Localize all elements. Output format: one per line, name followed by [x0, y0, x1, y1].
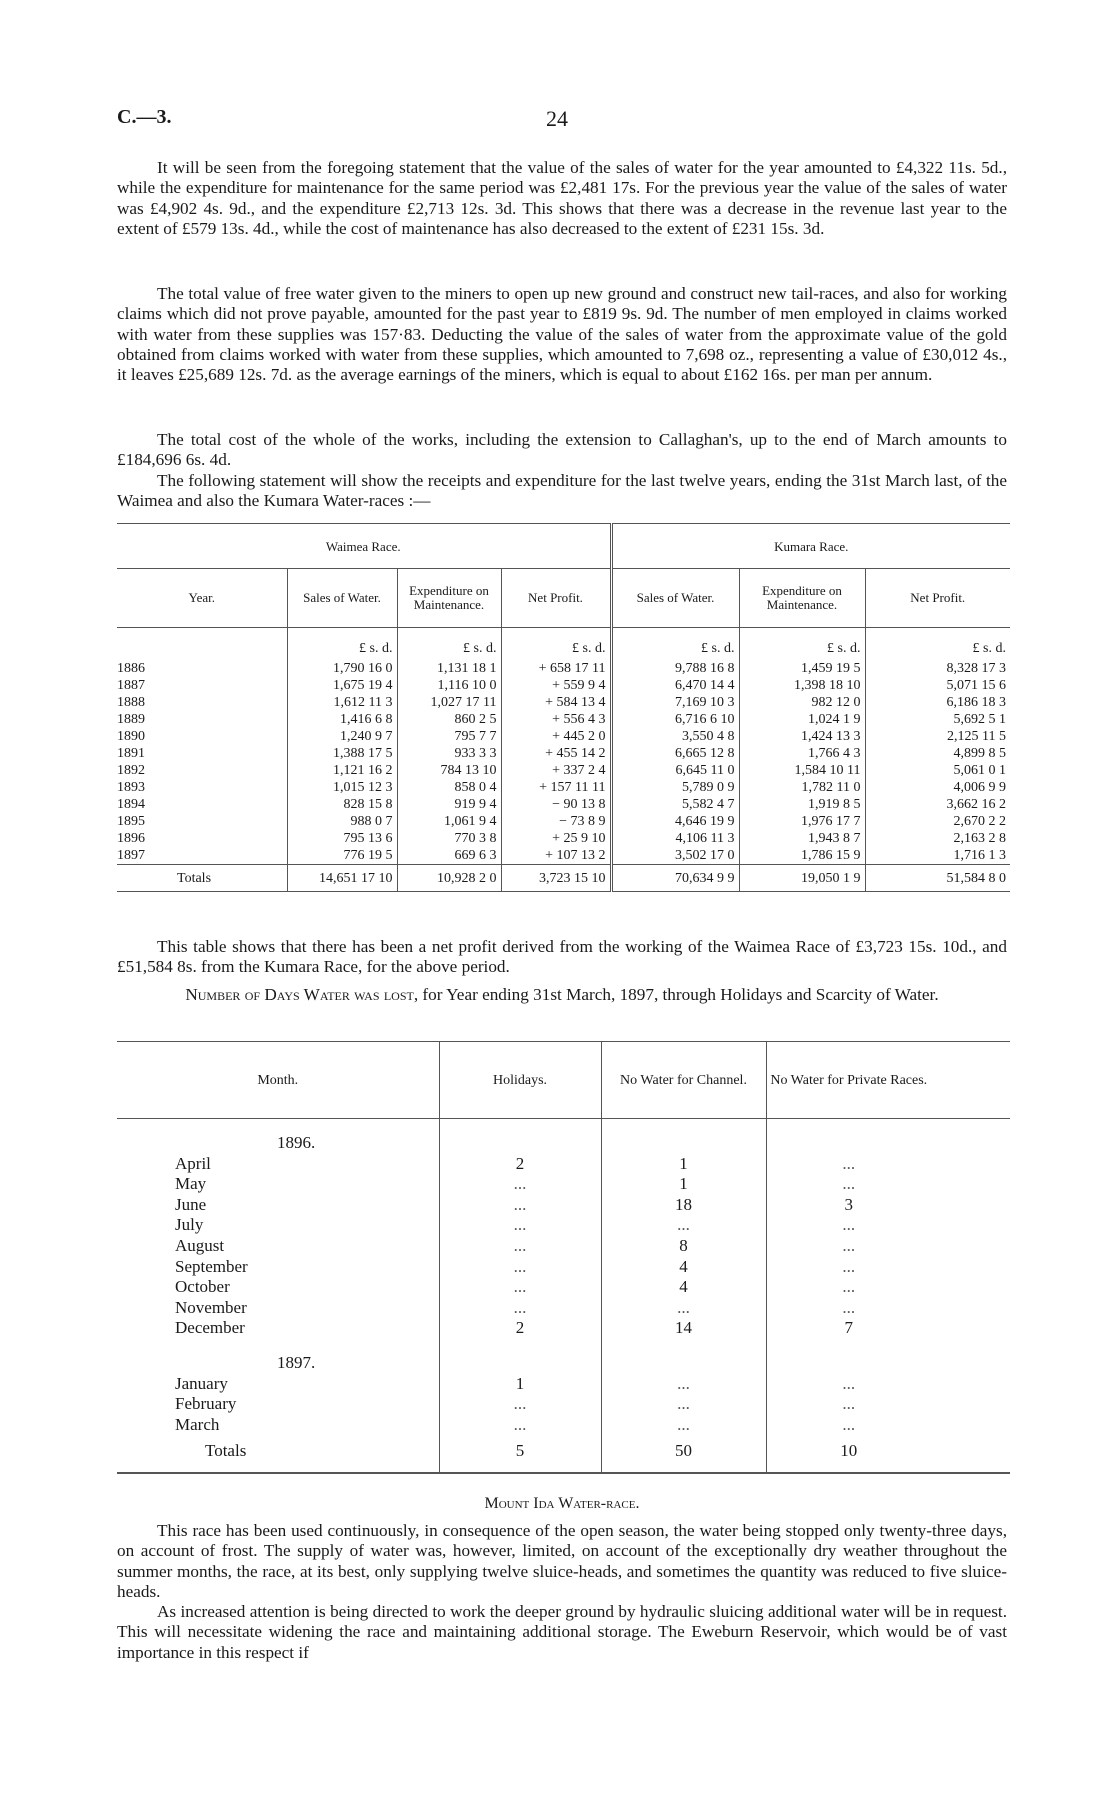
- page-number: 24: [546, 106, 568, 131]
- unit-label: £ s. d.: [739, 628, 865, 661]
- cell: + 559 9 4: [501, 677, 611, 694]
- race-totals-row: [117, 865, 1010, 892]
- cell: 6,186 18 3: [865, 694, 1010, 711]
- cell: ...: [439, 1195, 601, 1216]
- cell: ...: [439, 1257, 601, 1278]
- table-row: [117, 1374, 1010, 1395]
- unit-label: £ s. d.: [287, 628, 397, 661]
- year-cell: 1895: [117, 814, 145, 829]
- kumara-net-header: Net Profit.: [865, 569, 1010, 628]
- table-row: [117, 1215, 1010, 1236]
- year-cell: 1887: [117, 678, 145, 693]
- cell: 919 9 4: [397, 796, 501, 813]
- table-row: [117, 1298, 1010, 1319]
- year-cell: 1886: [117, 661, 145, 676]
- cell: 14,651 17 10: [287, 865, 397, 892]
- cell: 1: [601, 1154, 766, 1175]
- cell: 1,919 8 5: [739, 796, 865, 813]
- cell: 2,163 2 8: [865, 830, 1010, 847]
- month-cell: January: [175, 1373, 228, 1393]
- paragraph-net-profit: This table shows that there has been a net profit derived from the working of the Waimea Race of £3,723 15s. 10d., and £51,584 8s. from the Kumara Race, for the above period.: [117, 937, 1007, 977]
- table-row: [117, 1154, 1010, 1175]
- table-row: [117, 1394, 1010, 1415]
- cell: 1,976 17 7: [739, 813, 865, 830]
- cell: 1,131 18 1: [397, 660, 501, 677]
- kumara-expenditure-header: Expenditure on Maintenance.: [739, 569, 865, 628]
- cell: 8: [601, 1236, 766, 1257]
- totals-label: Totals: [117, 865, 287, 892]
- cell: 784 13 10: [397, 762, 501, 779]
- month-cell: July: [175, 1215, 204, 1235]
- cell: 669 6 3: [397, 847, 501, 865]
- cell: ...: [766, 1215, 931, 1236]
- cell: 9,788 16 8: [611, 660, 739, 677]
- cell: 6,645 11 0: [611, 762, 739, 779]
- year-cell: 1892: [117, 763, 145, 778]
- totals-label: Totals: [117, 1435, 439, 1473]
- unit-label: £ s. d.: [501, 628, 611, 661]
- cell: 4,106 11 3: [611, 830, 739, 847]
- cell: + 556 4 3: [501, 711, 611, 728]
- cell: 19,050 1 9: [739, 865, 865, 892]
- month-cell: February: [175, 1394, 237, 1414]
- waimea-sales-header: Sales of Water.: [287, 569, 397, 628]
- cell: ...: [601, 1298, 766, 1319]
- table-row: [117, 677, 1010, 694]
- cell: 50: [601, 1435, 766, 1473]
- table-row: [117, 1415, 1010, 1436]
- cell: 7: [766, 1318, 931, 1339]
- cell: 1,782 11 0: [739, 779, 865, 796]
- cell: + 337 2 4: [501, 762, 611, 779]
- cell: 5,692 5 1: [865, 711, 1010, 728]
- channel-header: No Water for Channel.: [601, 1042, 766, 1119]
- cell: 828 15 8: [287, 796, 397, 813]
- cell: 4,899 8 5: [865, 745, 1010, 762]
- cell: ...: [439, 1277, 601, 1298]
- cell: 1,398 18 10: [739, 677, 865, 694]
- cell: 1,766 4 3: [739, 745, 865, 762]
- cell: ...: [766, 1415, 931, 1436]
- cell: 7,169 10 3: [611, 694, 739, 711]
- cell: ...: [439, 1215, 601, 1236]
- table-row: [117, 796, 1010, 813]
- cell: 1,943 8 7: [739, 830, 865, 847]
- waimea-net-header: Net Profit.: [501, 569, 611, 628]
- cell: 988 0 7: [287, 813, 397, 830]
- cell: 858 0 4: [397, 779, 501, 796]
- year-label: 1896.: [277, 1133, 316, 1152]
- cell: 5,789 0 9: [611, 779, 739, 796]
- mount-ida-heading: Mount Ida Water-race.: [484, 1495, 640, 1512]
- cell: 1,015 12 3: [287, 779, 397, 796]
- month-cell: December: [175, 1318, 245, 1338]
- cell: 2: [439, 1154, 601, 1175]
- cell: 3,662 16 2: [865, 796, 1010, 813]
- year-row: [117, 1119, 1010, 1154]
- cell: ...: [439, 1236, 601, 1257]
- cell: 860 2 5: [397, 711, 501, 728]
- year-cell: 1893: [117, 780, 145, 795]
- cell: ...: [766, 1236, 931, 1257]
- cell: 1,716 1 3: [865, 847, 1010, 865]
- waimea-expenditure-header: Expenditure on Maintenance.: [397, 569, 501, 628]
- cell: ...: [439, 1174, 601, 1195]
- cell: 1,121 16 2: [287, 762, 397, 779]
- month-cell: September: [175, 1256, 248, 1276]
- cell: 1,424 13 3: [739, 728, 865, 745]
- cell: 795 13 6: [287, 830, 397, 847]
- cell: 3,723 15 10: [501, 865, 611, 892]
- cell: 1: [439, 1374, 601, 1395]
- cell: 18: [601, 1195, 766, 1216]
- table-row: [117, 1277, 1010, 1298]
- table-row: [117, 813, 1010, 830]
- paragraph-sales-summary: It will be seen from the foregoing statement that the value of the sales of water for the year amounted to £4,322 11s. 5d., while the expenditure for maintenance for the same period was £2,481 17s. For the previous year the value of the sales of water was £4,902 4s. 9d., and the expenditure £2,713 12s. 3d. This shows that there was a decrease in the revenue last year to the extent of £579 13s. 4d., while the cost of maintenance has also decreased to the extent of £231 15s. 3d.: [117, 158, 1007, 238]
- table-row: [117, 762, 1010, 779]
- cell: ...: [766, 1394, 931, 1415]
- cell: ...: [601, 1415, 766, 1436]
- unit-label: £ s. d.: [611, 628, 739, 661]
- days-lost-title-lead: Number of Days Water was lost,: [185, 985, 419, 1004]
- cell: 1,061 9 4: [397, 813, 501, 830]
- cell: − 73 8 9: [501, 813, 611, 830]
- cell: ...: [766, 1298, 931, 1319]
- cell: 1,459 19 5: [739, 660, 865, 677]
- kumara-sales-header: Sales of Water.: [611, 569, 739, 628]
- year-cell: 1889: [117, 712, 145, 727]
- race-receipts-table: [117, 523, 1010, 892]
- cell: 6,470 14 4: [611, 677, 739, 694]
- cell: 770 3 8: [397, 830, 501, 847]
- year-cell: 1896: [117, 831, 145, 846]
- table-row: [117, 1318, 1010, 1339]
- cell: 1,584 10 11: [739, 762, 865, 779]
- year-cell: 1891: [117, 746, 145, 761]
- cell: + 584 13 4: [501, 694, 611, 711]
- cell: 3,550 4 8: [611, 728, 739, 745]
- paragraph-statement-intro: The following statement will show the receipts and expenditure for the last twelve years, ending the 31st March last, of the Waimea and also the Kumara Water-races :—: [117, 471, 1007, 511]
- document-code: C.—3.: [117, 106, 172, 128]
- year-row: [117, 1339, 1010, 1374]
- table-row: [117, 694, 1010, 711]
- cell: 2,125 11 5: [865, 728, 1010, 745]
- cell: 1,116 10 0: [397, 677, 501, 694]
- cell: ...: [766, 1257, 931, 1278]
- cell: + 157 11 11: [501, 779, 611, 796]
- cell: 1,388 17 5: [287, 745, 397, 762]
- month-cell: November: [175, 1297, 247, 1317]
- cell: 4: [601, 1257, 766, 1278]
- month-cell: August: [175, 1235, 225, 1255]
- cell: ...: [439, 1298, 601, 1319]
- year-label: 1897.: [277, 1352, 316, 1372]
- private-races-header: No Water for Private Races.: [766, 1042, 931, 1119]
- cell: + 25 9 10: [501, 830, 611, 847]
- cell: 1,612 11 3: [287, 694, 397, 711]
- cell: 5,061 0 1: [865, 762, 1010, 779]
- holidays-header: Holidays.: [439, 1042, 601, 1119]
- month-cell: October: [175, 1277, 230, 1297]
- days-totals-row: [117, 1435, 1010, 1473]
- cell: 1,790 16 0: [287, 660, 397, 677]
- cell: 51,584 8 0: [865, 865, 1010, 892]
- unit-label: £ s. d.: [865, 628, 1010, 661]
- paragraph-total-cost: The total cost of the whole of the works, including the extension to Callaghan's, up to the end of March amounts to £184,696 6s. 4d.: [117, 430, 1007, 470]
- cell: 933 3 3: [397, 745, 501, 762]
- month-header: Month.: [117, 1042, 439, 1119]
- year-cell: 1897: [117, 848, 145, 863]
- cell: + 658 17 11: [501, 660, 611, 677]
- cell: + 107 13 2: [501, 847, 611, 865]
- table-row: [117, 1236, 1010, 1257]
- year-cell: 1890: [117, 729, 145, 744]
- cell: 5,582 4 7: [611, 796, 739, 813]
- cell: 10,928 2 0: [397, 865, 501, 892]
- days-lost-title-rest: for Year ending 31st March, 1897, through Holidays and Scarcity of Water.: [418, 985, 939, 1004]
- year-cell: 1894: [117, 797, 145, 812]
- paragraph-mount-ida-1: This race has been used continuously, in consequence of the open season, the water being stopped only twenty-three days, on account of frost. The supply of water was, however, limited, on account of the exceptionally dry weather throughout the summer months, the race, at its best, only supplying twelve sluice-heads, and sometimes the quantity was reduced to five sluice-heads.: [117, 1521, 1007, 1601]
- paragraph-free-water: The total value of free water given to the miners to open up new ground and construct new tail-races, and also for working claims which did not prove payable, amounted for the past year to £819 9s. 9d. The number of men employed in claims worked with water from these supplies was 157·83. Deducting the value of the sales of water from the approximate value of the gold obtained from claims worked with water from these supplies, which amounted to 7,698 oz., representing a value of £30,012 4s., it leaves £25,689 12s. 7d. as the average earnings of the miners, which is equal to about £162 16s. per man per annum.: [117, 284, 1007, 385]
- year-header: Year.: [117, 569, 287, 628]
- cell: ...: [766, 1277, 931, 1298]
- month-cell: June: [175, 1194, 207, 1214]
- cell: 3: [766, 1195, 931, 1216]
- cell: 4,006 9 9: [865, 779, 1010, 796]
- table-row: [117, 711, 1010, 728]
- cell: 1: [601, 1174, 766, 1195]
- cell: 2,670 2 2: [865, 813, 1010, 830]
- unit-label: £ s. d.: [397, 628, 501, 661]
- cell: 4: [601, 1277, 766, 1298]
- cell: 14: [601, 1318, 766, 1339]
- cell: 1,027 17 11: [397, 694, 501, 711]
- cell: 3,502 17 0: [611, 847, 739, 865]
- cell: 982 12 0: [739, 694, 865, 711]
- month-cell: April: [175, 1153, 211, 1173]
- year-cell: 1888: [117, 695, 145, 710]
- cell: 6,716 6 10: [611, 711, 739, 728]
- cell: 1,786 15 9: [739, 847, 865, 865]
- paragraph-mount-ida-2: As increased attention is being directed to work the deeper ground by hydraulic sluicing additional water will be in request. This will necessitate widening the race and maintaining additional storage. The Eweburn Reservoir, which would be of vast importance in this respect if: [117, 1602, 1007, 1662]
- waimea-group-header: Waimea Race.: [117, 524, 611, 569]
- cell: 4,646 19 9: [611, 813, 739, 830]
- cell: ...: [766, 1154, 931, 1175]
- cell: 1,675 19 4: [287, 677, 397, 694]
- days-lost-table: [117, 1041, 1010, 1474]
- cell: 1,240 9 7: [287, 728, 397, 745]
- table-row: [117, 728, 1010, 745]
- cell: + 445 2 0: [501, 728, 611, 745]
- cell: 5,071 15 6: [865, 677, 1010, 694]
- cell: 776 19 5: [287, 847, 397, 865]
- table-row: [117, 745, 1010, 762]
- table-row: [117, 847, 1010, 865]
- table-row: [117, 1195, 1010, 1216]
- cell: 795 7 7: [397, 728, 501, 745]
- cell: 6,665 12 8: [611, 745, 739, 762]
- cell: ...: [766, 1174, 931, 1195]
- cell: 2: [439, 1318, 601, 1339]
- cell: 5: [439, 1435, 601, 1473]
- cell: 70,634 9 9: [611, 865, 739, 892]
- table-row: [117, 1174, 1010, 1195]
- cell: ...: [439, 1394, 601, 1415]
- cell: + 455 14 2: [501, 745, 611, 762]
- days-lost-title: [117, 985, 1007, 1005]
- month-cell: May: [175, 1174, 207, 1194]
- cell: ...: [601, 1394, 766, 1415]
- table-row: [117, 779, 1010, 796]
- cell: − 90 13 8: [501, 796, 611, 813]
- cell: 1,024 1 9: [739, 711, 865, 728]
- cell: ...: [766, 1374, 931, 1395]
- table-row: [117, 830, 1010, 847]
- table-row: [117, 660, 1010, 677]
- cell: 8,328 17 3: [865, 660, 1010, 677]
- kumara-group-header: Kumara Race.: [611, 524, 1010, 569]
- month-cell: March: [175, 1414, 220, 1434]
- cell: ...: [601, 1374, 766, 1395]
- cell: 10: [766, 1435, 931, 1473]
- table-row: [117, 1257, 1010, 1278]
- cell: ...: [439, 1415, 601, 1436]
- cell: ...: [601, 1215, 766, 1236]
- cell: 1,416 6 8: [287, 711, 397, 728]
